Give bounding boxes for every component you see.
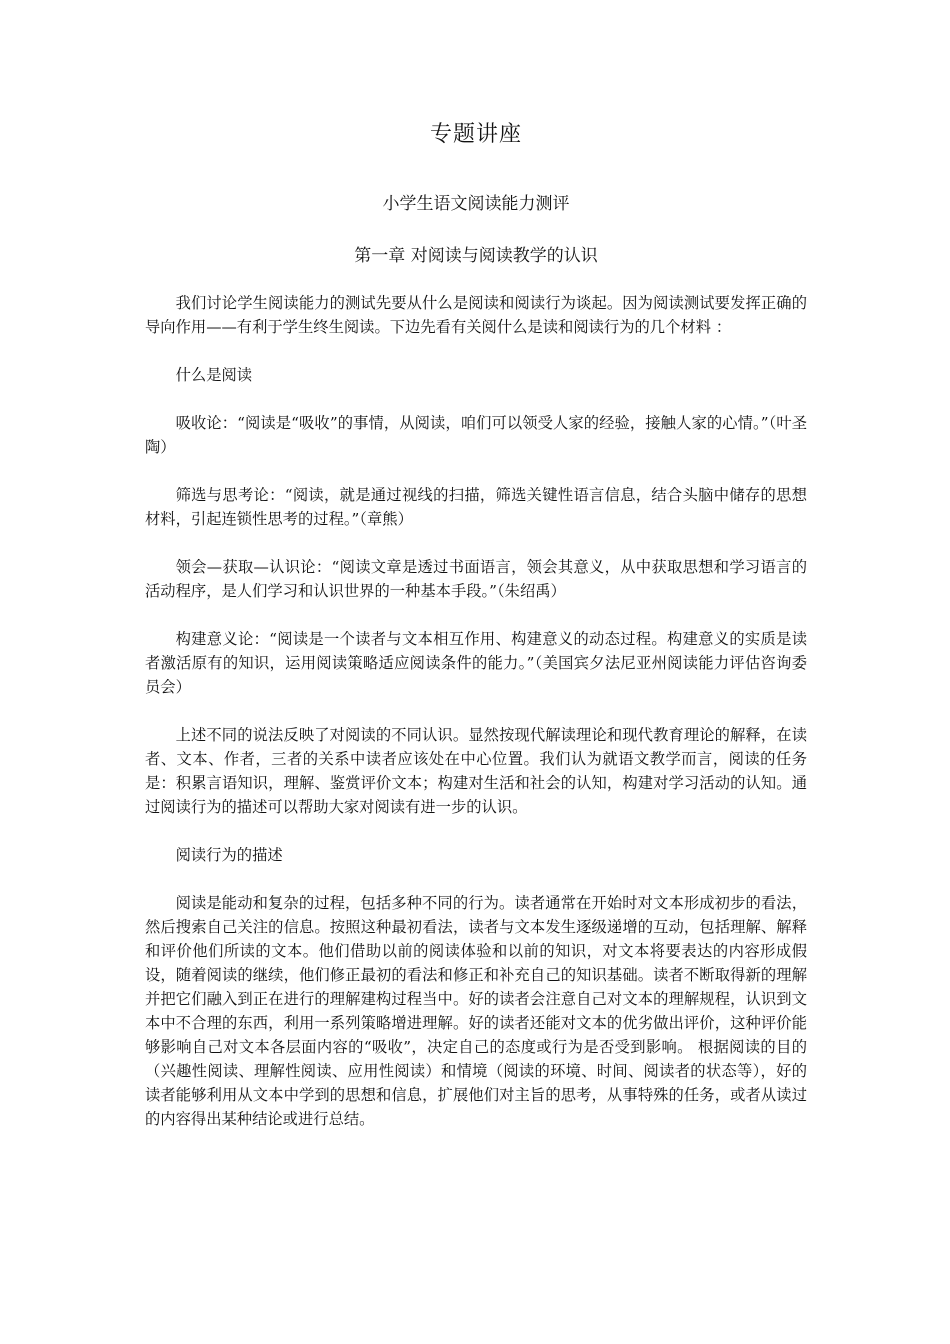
paragraph-summary: 上述不同的说法反映了对阅读的不同认识。显然按现代解读理论和现代教育理论的解释，在读者、文本、作者，三者的关系中读者应该处在中心位置。我们认为就语文教学而言，阅读的任务是：积累言语知识，理解、鉴赏评价文本；构建对生活和社会的认知，构建对学习活动的认知。通过阅读行为的描述可以帮助大家对阅读有进一步的认识。 bbox=[145, 726, 807, 816]
paragraph-comprehension-theory: 领会—获取—认识论：“阅读文章是透过书面语言，领会其意义，从中获取思想和学习语言的活动程序，是人们学习和认识世界的一种基本手段。”（朱绍禹） bbox=[145, 558, 807, 600]
paragraph-absorption-theory: 吸收论：“阅读是“吸收”的事情，从阅读，咱们可以领受人家的经验，接触人家的心情。”（叶圣陶） bbox=[145, 414, 807, 456]
paragraph-meaning-construction-theory: 构建意义论：“阅读是一个读者与文本相互作用、构建意义的动态过程。构建意义的实质是读者激活原有的知识，运用阅读策略适应阅读条件的能力。”（美国宾夕法尼亚州阅读能力评估咨询委员会） bbox=[145, 630, 807, 696]
document-title: 专题讲座 bbox=[429, 122, 522, 147]
section-heading-what-is-reading: 什么是阅读 bbox=[175, 366, 253, 384]
section-heading-reading-behavior: 阅读行为的描述 bbox=[175, 846, 283, 864]
document-body bbox=[145, 291, 807, 1155]
paragraph-selection-theory: 筛选与思考论：“阅读，就是通过视线的扫描，筛选关键性语言信息，结合头脑中储存的思想材料，引起连锁性思考的过程。”（章熊） bbox=[145, 486, 807, 528]
chapter-title: 第一章 对阅读与阅读教学的认识 bbox=[354, 246, 598, 266]
document-subtitle: 小学生语文阅读能力测评 bbox=[382, 194, 570, 214]
paragraph-reading-behavior: 阅读是能动和复杂的过程，包括多种不同的行为。读者通常在开始时对文本形成初步的看法，然后搜索自己关注的信息。按照这种最初看法，读者与文本发生逐级递增的互动，包括理解、解释和评价他们所读的文本。他们借助以前的阅读体验和以前的知识，对文本将要表达的内容形成假设，随着阅读的继续，他们修正最初的看法和修正和补充自己的知识基础。读者不断取得新的理解并把它们融入到正在进行的理解建构过程当中。好的读者会注意自己对文本的理解规程，认识到文本中不合理的东西，利用一系列策略增进理解。好的读者还能对文本的优劣做出评价，这种评价能够影响自己对文本各层面内容的“吸收”，决定自己的态度或行为是否受到影响。 根据阅读的目的（兴趣性阅读、理解性阅读、应用性阅读）和情境（阅读的环境、时间、阅读者的状态等），好的读者能够利用从文本中学到的思想和信息，扩展他们对主旨的思考，从事特殊的任务，或者从读过的内容得出某种结论或进行总结。 bbox=[145, 894, 807, 1128]
paragraph-intro: 我们讨论学生阅读能力的测试先要从什么是阅读和阅读行为谈起。因为阅读测试要发挥正确的导向作用——有利于学生终生阅读。下边先看有关阅什么是读和阅读行为的几个材料 ： bbox=[145, 294, 807, 336]
